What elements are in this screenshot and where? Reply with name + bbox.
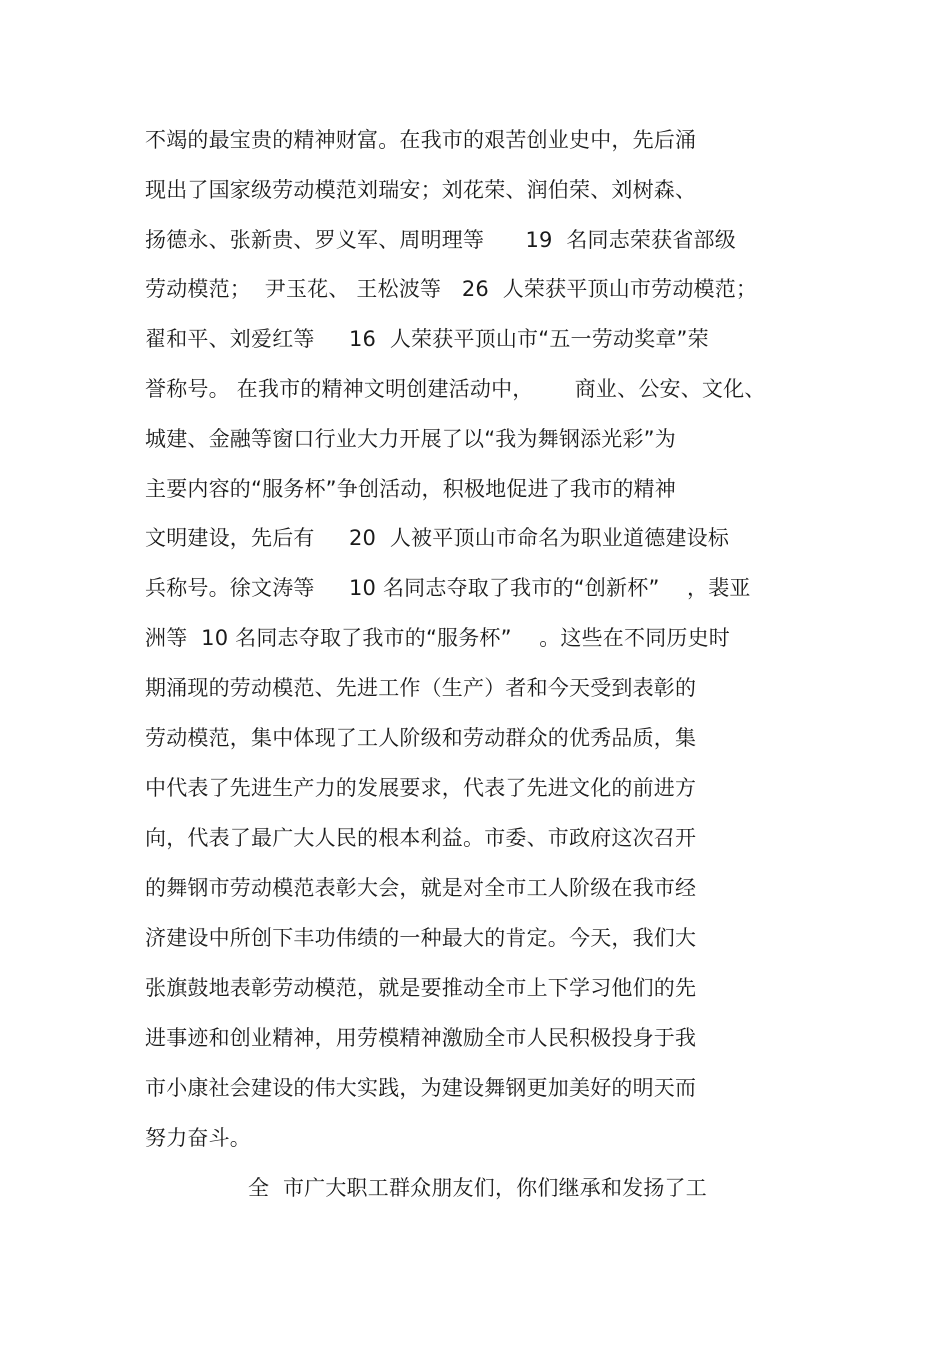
text-line: 张旗鼓地表彰劳动模范，就是要推动全市上下学习他们的先	[145, 976, 697, 1000]
text-line: 不竭的最宝贵的精神财富。在我市的艰苦创业史中，先后涌	[145, 128, 697, 152]
text-line: 扬德永、张新贵、罗义军、周明理等 19 名同志荣获省部级	[145, 228, 736, 252]
text-line: 市小康社会建设的伟大实践，为建设舞钢更加美好的明天而	[145, 1076, 697, 1100]
text-line: 城建、金融等窗口行业大力开展了以“我为舞钢添光彩”为	[145, 427, 676, 451]
text-line: 主要内容的“服务杯”争创活动，积极地促进了我市的精神	[145, 477, 676, 501]
text-line: 济建设中所创下丰功伟绩的一种最大的肯定。今天，我们大	[145, 926, 697, 950]
text-line: 的舞钢市劳动模范表彰大会，就是对全市工人阶级在我市经	[145, 876, 697, 900]
text-line: 洲等 10 名同志夺取了我市的“服务杯” 。这些在不同历史时	[145, 626, 731, 650]
text-line: 进事迹和创业精神，用劳模精神激励全市人民积极投身于我	[145, 1026, 697, 1050]
text-line: 现出了国家级劳动模范刘瑞安；刘花荣、润伯荣、刘树森、	[145, 178, 697, 202]
text-line: 中代表了先进生产力的发展要求，代表了先进文化的前进方	[145, 776, 697, 800]
text-line: 誉称号。 在我市的精神文明创建活动中， 商业、公安、文化、	[145, 377, 766, 401]
text-line: 文明建设，先后有 20 人被平顶山市命名为职业道德建设标	[145, 526, 730, 550]
text-line: 劳动模范； 尹玉花、 王松波等 26 人荣获平顶山市劳动模范；	[145, 277, 758, 301]
text-line: 努力奋斗。	[145, 1126, 251, 1150]
text-line: 兵称号。徐文涛等 10 名同志夺取了我市的“创新杯” ，裴亚	[145, 576, 751, 600]
text-line: 翟和平、刘爱红等 16 人荣获平顶山市“五一劳动奖章”荣	[145, 327, 709, 351]
text-line: 向，代表了最广大人民的根本利益。市委、市政府这次召开	[145, 826, 697, 850]
text-line: 劳动模范，集中体现了工人阶级和劳动群众的优秀品质，集	[145, 726, 697, 750]
text-line: 期涌现的劳动模范、先进工作（生产）者和今天受到表彰的	[145, 676, 697, 700]
paragraph-first-line: 全 市广大职工群众朋友们，你们继承和发扬了工	[248, 1176, 707, 1200]
